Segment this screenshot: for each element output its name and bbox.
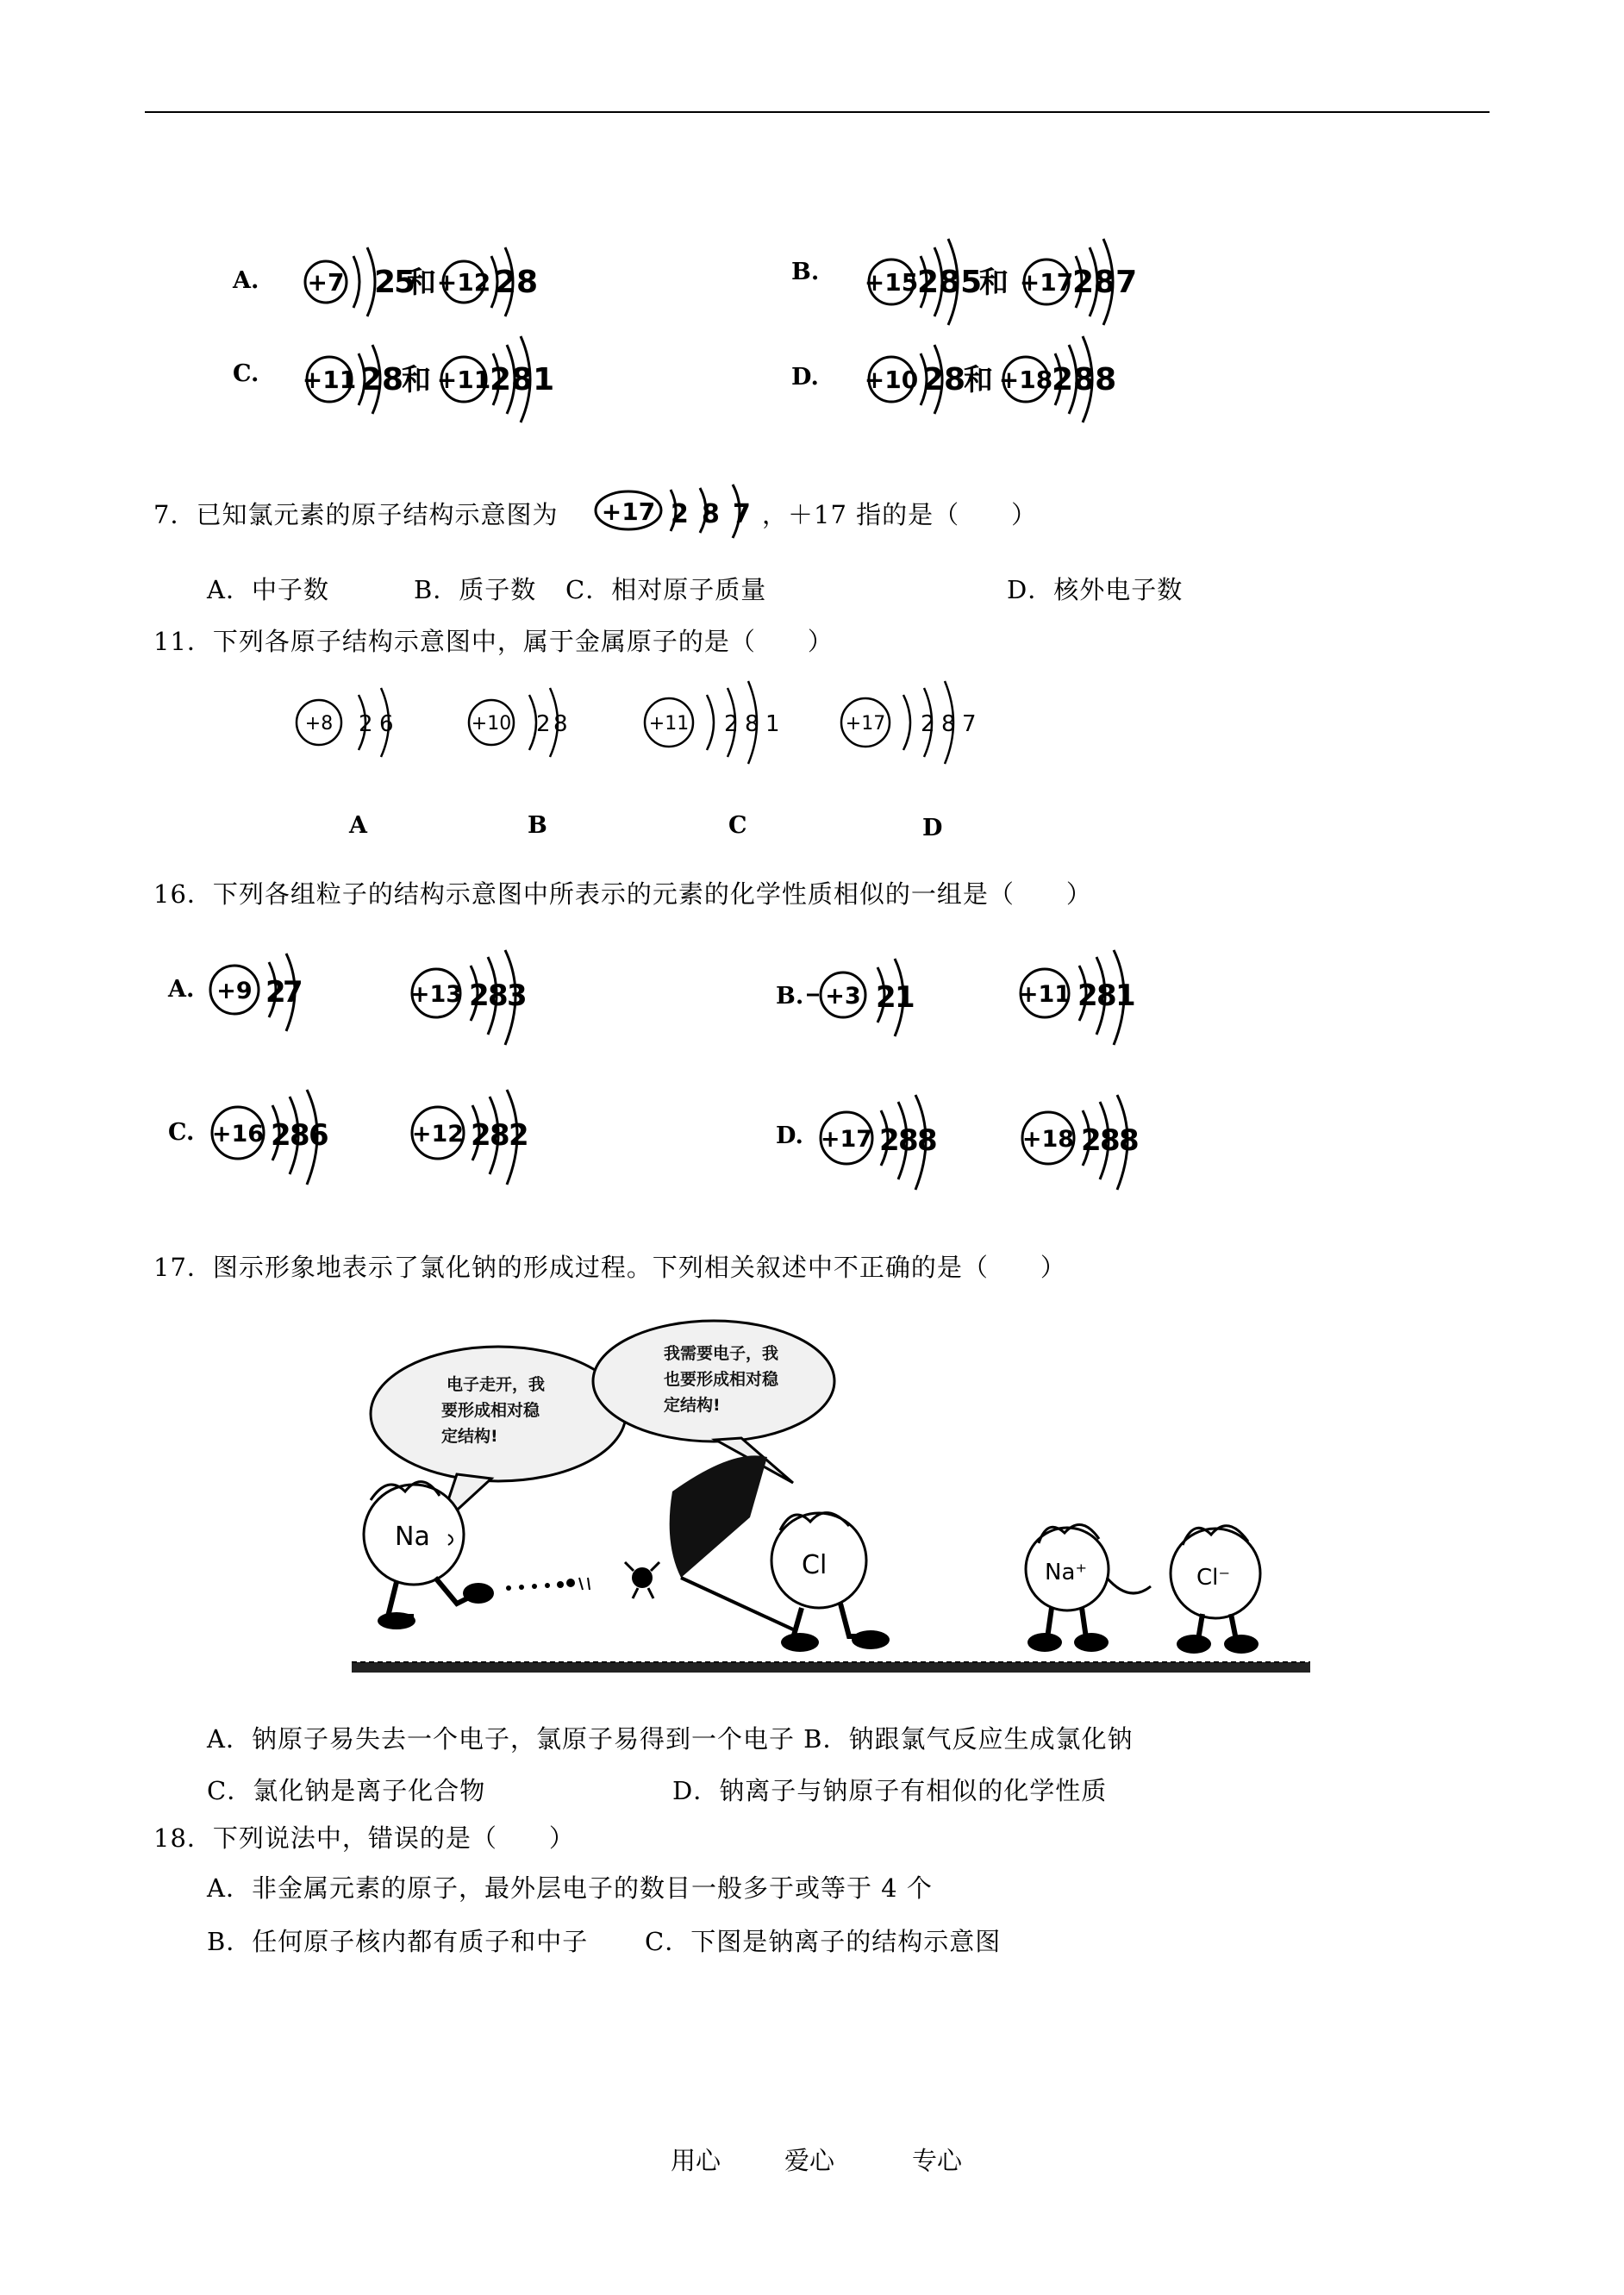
svg-text:7: 7 (962, 711, 977, 737)
q16-letter-d: D. (776, 1122, 803, 1149)
svg-text:和: 和 (979, 266, 1009, 300)
q16-option-b-second (1017, 948, 1172, 1055)
svg-text:2: 2 (509, 1118, 529, 1153)
q6-option-letter: B. (791, 259, 820, 285)
svg-text:+3: +3 (825, 983, 861, 1010)
svg-text:定结构!: 定结构! (441, 1427, 498, 1446)
q17-option-c: C．氯化钠是离子化合物 (207, 1776, 486, 1805)
svg-text:28: 28 (922, 362, 966, 397)
cl-atom-character (771, 1513, 890, 1652)
svg-text:+17: +17 (1019, 268, 1074, 297)
svg-text:288: 288 (1052, 362, 1117, 397)
q6-option-letter: C. (233, 360, 259, 387)
svg-text:+11: +11 (648, 713, 690, 735)
svg-text:+7: +7 (307, 268, 345, 297)
svg-text:2: 2 (471, 1118, 491, 1153)
svg-text:28: 28 (495, 265, 539, 300)
q6-atom-pair-a (303, 235, 539, 329)
q18-option-b: B．任何原子核内都有质子和中子 (207, 1927, 589, 1956)
svg-text:+18: +18 (998, 366, 1053, 394)
q16-letter-b: B. (776, 983, 804, 1010)
na-ion-character (1026, 1525, 1151, 1652)
speech-bubble-cl (593, 1321, 834, 1483)
electron-trail (506, 1562, 659, 1598)
svg-text:我需要电子，我: 我需要电子，我 (664, 1344, 779, 1363)
q7-option-c: C．相对原子质量 (565, 575, 767, 604)
svg-text:+11: +11 (436, 366, 491, 394)
svg-text:3: 3 (507, 979, 528, 1013)
q7-option-d: D．核外电子数 (1007, 575, 1184, 604)
svg-text:8: 8 (941, 711, 956, 737)
q11-stem: 11．下列各原子结构示意图中，属于金属原子的是（ ） (153, 627, 834, 656)
q11-label-d: D (922, 815, 943, 841)
svg-text:也要形成相对稳: 也要形成相对稳 (664, 1370, 779, 1389)
q18-option-a: A．非金属元素的原子，最外层电子的数目一般多于或等于 4 个 (207, 1873, 933, 1903)
svg-text:8: 8 (1100, 1123, 1121, 1158)
q18-stem: 18．下列说法中，错误的是（ ） (153, 1823, 575, 1853)
q6-option-letter: A. (233, 267, 259, 294)
q17-option-d: D．钠离子与钠原子有相似的化学性质 (672, 1776, 1108, 1805)
svg-text:28: 28 (360, 362, 404, 397)
svg-text:6: 6 (309, 1118, 329, 1153)
svg-text:1: 1 (895, 980, 915, 1015)
q11-label-a: A (349, 812, 367, 839)
q6-option-b (865, 235, 1150, 333)
svg-text:要形成相对稳: 要形成相对稳 (441, 1401, 540, 1420)
q7-option-a: A．中子数 (207, 575, 329, 604)
svg-text:2: 2 (921, 711, 935, 737)
svg-text:287: 287 (1072, 265, 1138, 300)
q16-option-b-first (815, 954, 936, 1052)
svg-text:2: 2 (879, 1123, 900, 1158)
q17-option-a-b: A．钠原子易失去一个电子，氯原子易得到一个电子 B．钠跟氯气反应生成氯化钠 (207, 1724, 1134, 1754)
svg-text:25: 25 (374, 265, 415, 300)
q7-atom-diagram (591, 479, 764, 552)
svg-text:8: 8 (745, 711, 759, 737)
svg-text:2: 2 (1081, 1123, 1102, 1158)
q17-stem: 17．图示形象地表示了氯化钠的形成过程。下列相关叙述中不正确的是（ ） (153, 1253, 1066, 1282)
svg-text:电子走开，我: 电子走开，我 (447, 1375, 546, 1394)
svg-text:285: 285 (917, 265, 983, 300)
svg-text:281: 281 (490, 362, 555, 397)
q6-option-a (303, 235, 539, 333)
q16-option-a-second (409, 948, 564, 1055)
svg-text:8: 8 (917, 1123, 938, 1158)
q18-option-c: C．下图是钠离子的结构示意图 (645, 1927, 1002, 1956)
q7-stem-suffix: ，＋17 指的是（ ） (762, 500, 1038, 529)
svg-text:+10: +10 (864, 366, 919, 394)
q16-option-d-second (1017, 1093, 1172, 1200)
cl-ion-character (1171, 1526, 1260, 1654)
svg-text:Na⁺: Na⁺ (1045, 1560, 1088, 1585)
svg-text:定结构!: 定结构! (664, 1396, 721, 1415)
svg-text:和: 和 (402, 363, 431, 397)
svg-text:+12: +12 (411, 1121, 465, 1148)
svg-text:2: 2 (469, 979, 490, 1013)
q6-option-c (303, 332, 562, 430)
footer-item: 专心 (912, 2146, 963, 2175)
svg-text:1: 1 (765, 711, 780, 737)
svg-text:6: 6 (379, 711, 394, 737)
svg-text:8: 8 (553, 711, 568, 737)
svg-text:2: 2 (271, 1118, 291, 1153)
nacl-formation-cartoon (345, 1319, 1310, 1681)
svg-text:8: 8 (290, 1118, 310, 1153)
svg-text:Na: Na (395, 1522, 430, 1552)
q7-stem: 7．已知氯元素的原子结构示意图为 (153, 500, 559, 529)
q16-option-c-second (407, 1088, 562, 1195)
svg-text:2: 2 (536, 711, 551, 737)
svg-text:2: 2 (671, 499, 689, 529)
footer-item: 用心 (671, 2146, 721, 2175)
ground-strip (352, 1662, 1310, 1673)
svg-text:和: 和 (407, 266, 436, 300)
svg-text:8: 8 (490, 1118, 510, 1153)
svg-text:+15: +15 (864, 268, 919, 297)
svg-text:8: 8 (702, 499, 720, 529)
q11-atom-a (291, 681, 429, 779)
q16-stem: 16．下列各组粒子的结构示意图中所表示的元素的化学性质相似的一组是（ ） (153, 879, 1092, 909)
svg-text:+11: +11 (302, 366, 357, 394)
q16-option-c-first (207, 1088, 362, 1195)
q16-letter-a: A. (168, 976, 195, 1003)
svg-text:+8: +8 (304, 713, 334, 735)
q6-option-d (865, 332, 1150, 430)
q16-option-d-first (815, 1093, 971, 1200)
q16-letter-c: C. (168, 1119, 195, 1146)
q11-label-b: B (528, 812, 547, 839)
q11-atom-c (640, 678, 803, 785)
svg-text:1: 1 (1115, 979, 1136, 1013)
svg-text:8: 8 (1119, 1123, 1140, 1158)
svg-text:2: 2 (265, 975, 286, 1010)
q6-option-letter: D. (791, 364, 819, 391)
na-atom-character (364, 1482, 494, 1629)
svg-text:8: 8 (1096, 979, 1117, 1013)
svg-text:+17: +17 (820, 1126, 873, 1153)
svg-text:2: 2 (1077, 979, 1098, 1013)
svg-text:Cl⁻: Cl⁻ (1196, 1565, 1231, 1591)
svg-text:7: 7 (733, 499, 751, 529)
svg-text:8: 8 (488, 979, 509, 1013)
svg-text:2: 2 (876, 980, 896, 1015)
svg-text:+10: +10 (471, 713, 512, 735)
q11-atom-d (836, 678, 1000, 785)
svg-text:8: 8 (898, 1123, 919, 1158)
svg-text:2: 2 (724, 711, 739, 737)
svg-text:+11: +11 (1018, 981, 1071, 1008)
svg-text:+13: +13 (409, 981, 463, 1008)
svg-text:+16: +16 (211, 1121, 265, 1148)
svg-text:2: 2 (359, 711, 373, 737)
q7-option-b: B．质子数 (414, 575, 537, 604)
svg-text:+17: +17 (845, 713, 886, 735)
svg-text:7: 7 (283, 975, 303, 1010)
svg-text:+12: +12 (436, 268, 491, 297)
q11-label-c: C (728, 812, 747, 839)
header-rule (145, 111, 1490, 113)
q11-atom-b (464, 681, 602, 779)
svg-text:Cl: Cl (802, 1550, 828, 1580)
svg-text:+18: +18 (1021, 1126, 1075, 1153)
svg-text:+17: +17 (601, 497, 656, 526)
footer-item: 爱心 (784, 2146, 835, 2175)
svg-text:+9: +9 (216, 978, 253, 1004)
svg-text:和: 和 (964, 363, 993, 397)
q16-option-a-first (207, 948, 328, 1047)
